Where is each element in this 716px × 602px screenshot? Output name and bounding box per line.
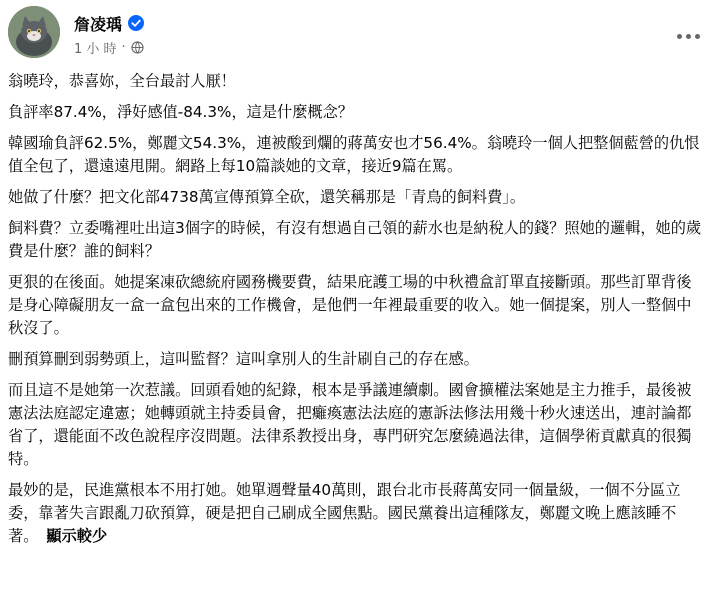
- more-options-icon[interactable]: [672, 24, 704, 48]
- author-name[interactable]: 詹凌瑀: [74, 14, 123, 34]
- post-header: [8, 6, 708, 62]
- meta-separator: ·: [121, 40, 126, 55]
- cat-avatar-image: [8, 6, 60, 58]
- post-paragraph: 而且這不是她第一次惹議。回頭看她的紀錄，根本是爭議連續劇。國會擴權法案她是主力推手，最後被憲法法庭認定違憲；她轉頭就主持委員會，把癱瘓憲法法庭的憲訴法修法用幾十秒火速送出，連討論都省了，還能面不改色說程序沒問題。法律系教授出身，專門研究怎麼繞過法律，這個學術貢獻真的很獨特。: [8, 381, 692, 468]
- post-paragraph: 韓國瑜負評62.5%，鄭麗文54.3%，連被酸到爛的蔣萬安也才56.4%。翁曉玲一個人把整個藍營的仇恨值全包了，還遠遠甩開。網路上每10篇談她的文章，接近9篇在罵。: [8, 134, 700, 175]
- post-paragraph-last: [8, 479, 706, 548]
- post-body: [8, 70, 706, 556]
- post-paragraph: 翁曉玲，恭喜妳，全台最討人厭！: [8, 72, 236, 90]
- post-paragraph: 刪預算刪到弱勢頭上，這叫監督？這叫拿別人的生計刷自己的存在感。: [8, 350, 479, 368]
- post-meta: [74, 38, 144, 57]
- post-paragraph: 更狠的在後面。她提案凍砍總統府國務機要費，結果庇護工場的中秋禮盒訂單直接斷頭。那些訂單背後是身心障礙朋友一盒一盒包出來的工作機會，是他們一年裡最重要的收入。她一個提案，別人一整個中秋沒了。: [8, 273, 692, 337]
- globe-icon[interactable]: [131, 41, 144, 54]
- author-avatar[interactable]: [8, 6, 60, 58]
- verified-badge-icon: [128, 15, 144, 31]
- see-less-link[interactable]: 顯示較少: [46, 527, 108, 545]
- post-paragraph: 她做了什麼？把文化部4738萬宣傳預算全砍，還笑稱那是「青鳥的飼料費」。: [8, 188, 526, 206]
- post-paragraph-text: 最妙的是，民進黨根本不用打她。她單週聲量40萬則，跟台北市長蔣萬安同一個量級，一個不分區立委，靠著失言跟亂刀砍預算，硬是把自己刷成全國焦點。國民黨養出這種隊友，鄭麗文晚上應該睡不著。: [8, 481, 681, 545]
- author-row: [74, 12, 144, 34]
- post-paragraph: 負評率87.4%，淨好感值-84.3%，這是什麼概念？: [8, 103, 353, 121]
- post-paragraph: 飼料費？立委嘴裡吐出這3個字的時候，有沒有想過自己領的薪水也是納稅人的錢？照她的邏輯，她的歲費是什麼？誰的飼料？: [8, 219, 702, 260]
- post-timestamp[interactable]: 1 小 時: [74, 42, 117, 57]
